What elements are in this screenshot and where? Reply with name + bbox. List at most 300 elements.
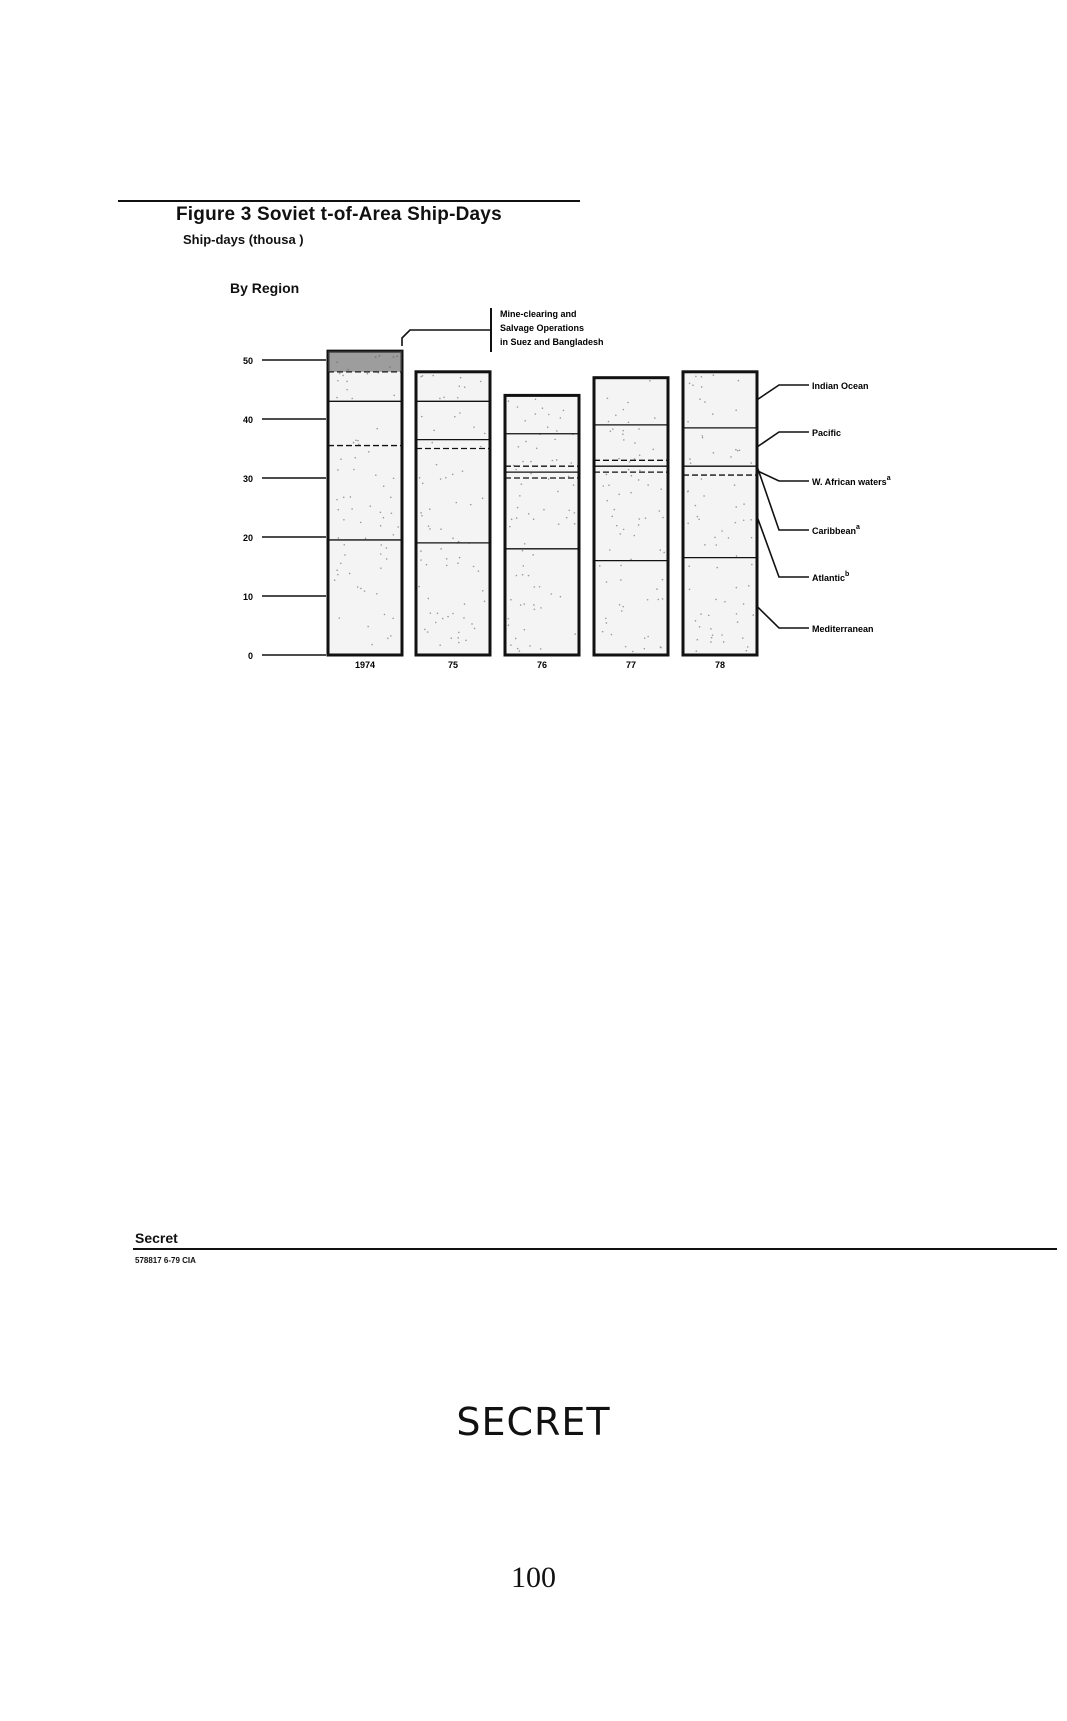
bar-texture-speck xyxy=(540,648,542,650)
bar-texture-speck xyxy=(620,579,622,581)
bar-texture-speck xyxy=(638,524,640,526)
bar-texture-speck xyxy=(458,541,460,543)
legend-footnote-mark: a xyxy=(856,524,860,531)
bar-76 xyxy=(505,395,579,670)
bar-texture-speck xyxy=(393,477,395,479)
bar-texture-speck xyxy=(736,613,738,615)
bar-texture-speck xyxy=(533,586,535,588)
bar-texture-speck xyxy=(458,642,460,644)
bar-texture-speck xyxy=(622,433,624,435)
y-tick-label: 50 xyxy=(242,356,253,366)
bar-texture-speck xyxy=(343,519,345,521)
bar-texture-speck xyxy=(422,483,424,485)
bar-texture-speck xyxy=(649,380,651,382)
bar-texture-speck xyxy=(517,648,519,650)
figure-title: Figure 3 Soviet t-of-Area Ship-Days xyxy=(176,204,502,225)
bar-texture-speck xyxy=(437,612,439,614)
bar-texture-speck xyxy=(690,462,692,464)
bar-texture-speck xyxy=(711,637,713,639)
bar-texture-speck xyxy=(428,598,430,600)
bar-texture-speck xyxy=(751,564,753,566)
bar-texture-speck xyxy=(621,610,623,612)
bar-texture-speck xyxy=(482,590,484,592)
bar-texture-speck xyxy=(343,544,345,546)
bar-texture-speck xyxy=(712,634,714,636)
bars xyxy=(328,351,757,670)
bar-texture-speck xyxy=(346,380,348,382)
bar-texture-speck xyxy=(524,629,526,631)
bar-texture-speck xyxy=(367,373,369,375)
bar-texture-speck xyxy=(387,638,389,640)
bar-texture-speck xyxy=(689,589,691,591)
bar-texture-speck xyxy=(420,550,422,552)
bar-texture-speck xyxy=(530,473,532,475)
bar-texture-speck xyxy=(432,375,434,377)
bar-texture-speck xyxy=(528,575,530,577)
bar-texture-speck xyxy=(736,555,738,557)
panel-label: By Region xyxy=(230,280,300,296)
bar-texture-speck xyxy=(699,626,701,628)
bar-texture-speck xyxy=(521,483,523,485)
bar-texture-speck xyxy=(737,450,739,452)
bar-texture-speck xyxy=(355,439,357,441)
bar-texture-speck xyxy=(695,376,697,378)
bar-texture-speck xyxy=(606,474,608,476)
x-tick-label: 77 xyxy=(625,660,637,670)
bar-texture-speck xyxy=(507,618,509,620)
bar-texture-speck xyxy=(340,562,342,564)
bar-texture-speck xyxy=(570,462,572,464)
bar-texture-speck xyxy=(522,461,524,463)
bar-texture-speck xyxy=(625,646,627,648)
bar-texture-speck xyxy=(429,528,431,530)
bar-texture-speck xyxy=(654,417,656,419)
bar-texture-speck xyxy=(421,515,423,517)
bar-texture-speck xyxy=(751,537,753,539)
bar-texture-speck xyxy=(369,505,371,507)
bar-texture-speck xyxy=(662,598,664,600)
bar-texture-speck xyxy=(390,635,392,637)
bar-texture-speck xyxy=(715,544,717,546)
bar-texture-speck xyxy=(337,509,339,511)
bar-texture-speck xyxy=(430,612,432,614)
bar-texture-speck xyxy=(608,421,610,423)
bar-77 xyxy=(594,378,668,670)
bar-texture-speck xyxy=(704,544,706,546)
bar-texture-speck xyxy=(660,646,662,648)
segment-mine-clearing xyxy=(328,351,402,372)
bar-texture-speck xyxy=(525,441,527,443)
bar-texture-speck xyxy=(687,522,689,524)
bar-1974 xyxy=(328,351,402,670)
bar-texture-speck xyxy=(622,606,624,608)
bar-texture-speck xyxy=(689,458,691,460)
bar-texture-speck xyxy=(623,529,625,531)
y-tick-label: 30 xyxy=(242,474,253,484)
bar-texture-speck xyxy=(540,607,542,609)
bar-texture-speck xyxy=(548,414,550,416)
bar-texture-speck xyxy=(376,593,378,595)
bar-texture-speck xyxy=(612,428,614,430)
bar-texture-speck xyxy=(458,632,460,634)
bar-texture-speck xyxy=(558,523,560,525)
bar-texture-speck xyxy=(393,395,395,397)
bar-texture-speck xyxy=(602,485,604,487)
bar-texture-speck xyxy=(473,566,475,568)
bar-texture-speck xyxy=(644,648,646,650)
bar-texture-speck xyxy=(663,552,665,554)
bar-texture-speck xyxy=(689,382,691,384)
bar-texture-speck xyxy=(629,461,631,463)
bar-texture-speck xyxy=(623,439,625,441)
bar-texture-speck xyxy=(723,641,725,643)
bar-texture-speck xyxy=(508,400,510,402)
bar-texture-speck xyxy=(628,421,630,423)
bar-texture-speck xyxy=(473,426,475,428)
bar-texture-speck xyxy=(535,413,537,415)
legend-label: Atlantic$^b$ xyxy=(812,571,850,583)
bar-texture-speck xyxy=(638,479,640,481)
bar-texture-speck xyxy=(365,538,367,540)
bar-texture-speck xyxy=(530,461,532,463)
bar-texture-speck xyxy=(710,628,712,630)
bar-texture-speck xyxy=(383,517,385,519)
bar-texture-speck xyxy=(391,512,393,514)
bar-texture-speck xyxy=(616,525,618,527)
bar-texture-speck xyxy=(424,629,426,631)
bar-texture-speck xyxy=(457,637,459,639)
footer-code: 578817 6-79 CIA xyxy=(135,1256,196,1265)
bar-texture-speck xyxy=(611,516,613,518)
bar-texture-speck xyxy=(353,469,355,471)
legend-label: W. African waters$^a$ xyxy=(812,475,891,487)
bar-texture-speck xyxy=(554,439,556,441)
bar-texture-speck xyxy=(698,519,700,521)
bar-texture-speck xyxy=(431,442,433,444)
bar-texture-speck xyxy=(440,478,442,480)
bar-texture-speck xyxy=(440,548,442,550)
legend-leader xyxy=(757,516,809,577)
bar-texture-speck xyxy=(517,406,519,408)
bar-texture-speck xyxy=(342,375,344,377)
bar-texture-speck xyxy=(334,579,336,581)
bar-texture-speck xyxy=(634,458,636,460)
legend-label: Mediterranean xyxy=(812,624,874,634)
bar-texture-speck xyxy=(478,570,480,572)
bar-texture-speck xyxy=(380,567,382,569)
bar-texture-speck xyxy=(344,554,346,556)
bar-texture-speck xyxy=(708,615,710,617)
bar-texture-speck xyxy=(615,414,617,416)
bar-texture-speck xyxy=(638,428,640,430)
bar-texture-speck xyxy=(735,409,737,411)
bar-texture-speck xyxy=(610,430,612,432)
legend-label: Pacific xyxy=(812,428,842,438)
bar-texture-speck xyxy=(632,651,634,653)
bar-texture-speck xyxy=(630,559,632,561)
bar-texture-speck xyxy=(645,517,647,519)
bar-texture-speck xyxy=(465,640,467,642)
bar-texture-speck xyxy=(376,428,378,430)
bar-texture-speck xyxy=(687,491,689,493)
bar-texture-speck xyxy=(750,462,752,464)
bar-texture-speck xyxy=(433,430,435,432)
bar-texture-speck xyxy=(339,373,341,375)
bar-texture-speck xyxy=(574,633,576,635)
bar-texture-speck xyxy=(420,376,422,378)
bar-texture-speck xyxy=(735,522,737,524)
bar-texture-speck xyxy=(524,420,526,422)
bar-texture-speck xyxy=(340,458,342,460)
x-tick-label: 1974 xyxy=(354,660,376,670)
bar-texture-speck xyxy=(390,496,392,498)
bar-texture-speck xyxy=(426,564,428,566)
footer-classification: Secret xyxy=(135,1230,178,1246)
x-tick-label: 75 xyxy=(447,660,459,670)
bar-texture-speck xyxy=(568,509,570,511)
bar-texture-speck xyxy=(457,562,459,564)
bar-texture-speck xyxy=(743,603,745,605)
bar-outline xyxy=(683,372,757,655)
bar-texture-speck xyxy=(638,518,640,520)
bar-texture-speck xyxy=(519,495,521,497)
bar-texture-speck xyxy=(696,639,698,641)
bar-texture-speck xyxy=(659,510,661,512)
bar-texture-speck xyxy=(464,386,466,388)
annotation-line-3: in Suez and Bangladesh xyxy=(500,337,604,347)
bar-texture-speck xyxy=(509,526,511,528)
bar-texture-speck xyxy=(734,484,736,486)
bar-texture-speck xyxy=(522,565,524,567)
bar-texture-speck xyxy=(534,608,536,610)
bar-texture-speck xyxy=(714,537,716,539)
annotation-leader xyxy=(402,330,491,346)
bar-texture-speck xyxy=(380,553,382,555)
bar-texture-speck xyxy=(710,641,712,643)
bar-texture-speck xyxy=(716,567,718,569)
bar-texture-speck xyxy=(367,626,369,628)
bar-texture-speck xyxy=(566,517,568,519)
bar-texture-speck xyxy=(608,484,610,486)
bar-texture-speck xyxy=(563,410,565,412)
bar-texture-speck xyxy=(659,549,661,551)
bar-texture-speck xyxy=(442,618,444,620)
bar-texture-speck xyxy=(429,508,431,510)
y-axis xyxy=(243,356,326,661)
bar-texture-speck xyxy=(523,603,525,605)
bar-texture-speck xyxy=(701,435,703,437)
stacked-bar-chart xyxy=(0,0,1067,720)
bar-texture-speck xyxy=(702,437,704,439)
bar-texture-speck xyxy=(657,599,659,601)
bar-texture-speck xyxy=(511,518,513,520)
bar-texture-speck xyxy=(743,503,745,505)
bar-texture-speck xyxy=(482,497,484,499)
bar-texture-speck xyxy=(701,376,703,378)
annotation-line-1: Mine-clearing and xyxy=(500,309,577,319)
bar-texture-speck xyxy=(701,478,703,480)
bar-texture-speck xyxy=(519,650,521,652)
bar-texture-speck xyxy=(533,518,535,520)
bar-texture-speck xyxy=(532,554,534,556)
bar-texture-speck xyxy=(510,644,512,646)
bar-texture-speck xyxy=(375,474,377,476)
bar-texture-speck xyxy=(337,574,339,576)
bar-texture-speck xyxy=(622,430,624,432)
bar-texture-speck xyxy=(452,613,454,615)
bar-texture-speck xyxy=(386,547,388,549)
bar-texture-speck xyxy=(459,557,461,559)
bar-texture-speck xyxy=(351,508,353,510)
bar-texture-speck xyxy=(357,440,359,442)
bar-texture-speck xyxy=(743,519,745,521)
legend-leader xyxy=(757,385,809,400)
bar-texture-speck xyxy=(450,637,452,639)
bar-texture-speck xyxy=(652,448,654,450)
bar-texture-speck xyxy=(700,613,702,615)
bar-texture-speck xyxy=(574,523,576,525)
bar-texture-speck xyxy=(735,506,737,508)
bar-texture-speck xyxy=(418,586,420,588)
bar-texture-speck xyxy=(662,579,664,581)
bar-texture-speck xyxy=(470,504,472,506)
bar-texture-speck xyxy=(752,614,754,616)
bar-texture-speck xyxy=(338,537,340,539)
bar-texture-speck xyxy=(518,446,520,448)
bar-texture-speck xyxy=(515,638,517,640)
bar-texture-speck xyxy=(609,549,611,551)
bar-texture-speck xyxy=(748,585,750,587)
bar-texture-speck xyxy=(419,477,421,479)
figure-subtitle: Ship-days (thousa ) xyxy=(183,232,304,247)
legend-label: Indian Ocean xyxy=(812,381,869,391)
bar-texture-speck xyxy=(738,380,740,382)
bar-texture-speck xyxy=(614,509,616,511)
bar-outline xyxy=(594,378,668,655)
bar-texture-speck xyxy=(420,512,422,514)
bar-texture-speck xyxy=(560,596,562,598)
bar-texture-speck xyxy=(660,488,662,490)
bar-texture-speck xyxy=(422,375,424,377)
bar-texture-speck xyxy=(452,537,454,539)
bar-texture-speck xyxy=(627,402,629,404)
bar-texture-speck xyxy=(392,617,394,619)
bar-texture-speck xyxy=(447,616,449,618)
bar-texture-speck xyxy=(397,526,399,528)
bar-texture-speck xyxy=(336,499,338,501)
bar-texture-speck xyxy=(386,558,388,560)
bar-texture-speck xyxy=(354,457,356,459)
page-number: 100 xyxy=(511,1561,556,1594)
bar-texture-speck xyxy=(353,442,355,444)
bar-texture-speck xyxy=(349,573,351,575)
bar-texture-speck xyxy=(443,396,445,398)
bar-texture-speck xyxy=(628,469,630,471)
bar-texture-speck xyxy=(337,380,339,382)
bar-texture-speck xyxy=(724,601,726,603)
bar-texture-speck xyxy=(436,464,438,466)
bar-texture-speck xyxy=(692,384,694,386)
bar-texture-speck xyxy=(647,484,649,486)
legend-leader xyxy=(757,466,809,530)
bar-texture-speck xyxy=(524,543,526,545)
bar-texture-speck xyxy=(380,544,382,546)
bar-texture-speck xyxy=(730,456,732,458)
bar-texture-speck xyxy=(455,502,457,504)
bar-texture-speck xyxy=(474,628,476,630)
bar-texture-speck xyxy=(623,409,625,411)
bar-texture-speck xyxy=(560,417,562,419)
bar-texture-speck xyxy=(606,500,608,502)
bar-texture-speck xyxy=(484,433,486,435)
bar-texture-speck xyxy=(337,469,339,471)
bar-texture-speck xyxy=(439,644,441,646)
bar-texture-speck xyxy=(539,586,541,588)
bar-texture-speck xyxy=(480,446,482,448)
classification-stamp: SECRET xyxy=(456,1400,611,1444)
bar-texture-speck xyxy=(574,512,576,514)
footer-rule xyxy=(133,1248,1057,1250)
bar-outline xyxy=(328,351,402,655)
bar-texture-speck xyxy=(357,586,359,588)
bar-texture-speck xyxy=(695,620,697,622)
bar-texture-speck xyxy=(529,645,531,647)
bar-texture-speck xyxy=(699,398,701,400)
bar-texture-speck xyxy=(704,401,706,403)
bar-texture-speck xyxy=(435,622,437,624)
bar-texture-speck xyxy=(736,587,738,589)
bar-texture-speck xyxy=(647,636,649,638)
bar-texture-speck xyxy=(440,528,442,530)
bar-texture-speck xyxy=(599,565,601,567)
bar-texture-speck xyxy=(620,565,622,567)
bar-texture-speck xyxy=(457,397,459,399)
annotation-line-2: Salvage Operations xyxy=(500,323,585,333)
bar-texture-speck xyxy=(556,459,558,461)
bar-texture-speck xyxy=(644,637,646,639)
bar-texture-speck xyxy=(462,470,464,472)
bar-texture-speck xyxy=(343,497,345,499)
bar-texture-speck xyxy=(695,505,697,507)
bar-texture-speck xyxy=(463,617,465,619)
bar-texture-speck xyxy=(346,389,348,391)
bar-texture-speck xyxy=(393,534,395,536)
bar-texture-speck xyxy=(480,381,482,383)
y-tick-label: 10 xyxy=(242,592,253,602)
bar-texture-speck xyxy=(607,398,609,400)
y-tick-label: 40 xyxy=(242,415,253,425)
bar-texture-speck xyxy=(556,430,558,432)
bar-outline xyxy=(416,372,490,655)
bar-texture-speck xyxy=(536,448,538,450)
bar-texture-speck xyxy=(522,550,524,552)
bar-texture-speck xyxy=(547,426,549,428)
bar-texture-speck xyxy=(535,398,537,400)
bar-texture-speck xyxy=(606,581,608,583)
bar-texture-speck xyxy=(510,599,512,601)
bar-texture-speck xyxy=(383,485,385,487)
bar-texture-speck xyxy=(695,650,697,652)
bar-texture-speck xyxy=(543,509,545,511)
bar-texture-speck xyxy=(739,450,741,452)
bar-texture-speck xyxy=(360,588,362,590)
bar-texture-speck xyxy=(548,478,550,480)
legend-leader xyxy=(757,471,809,481)
legend-leader xyxy=(757,606,809,628)
bar-texture-speck xyxy=(618,494,620,496)
y-tick-label: 0 xyxy=(247,651,253,661)
bar-texture-speck xyxy=(428,525,430,527)
